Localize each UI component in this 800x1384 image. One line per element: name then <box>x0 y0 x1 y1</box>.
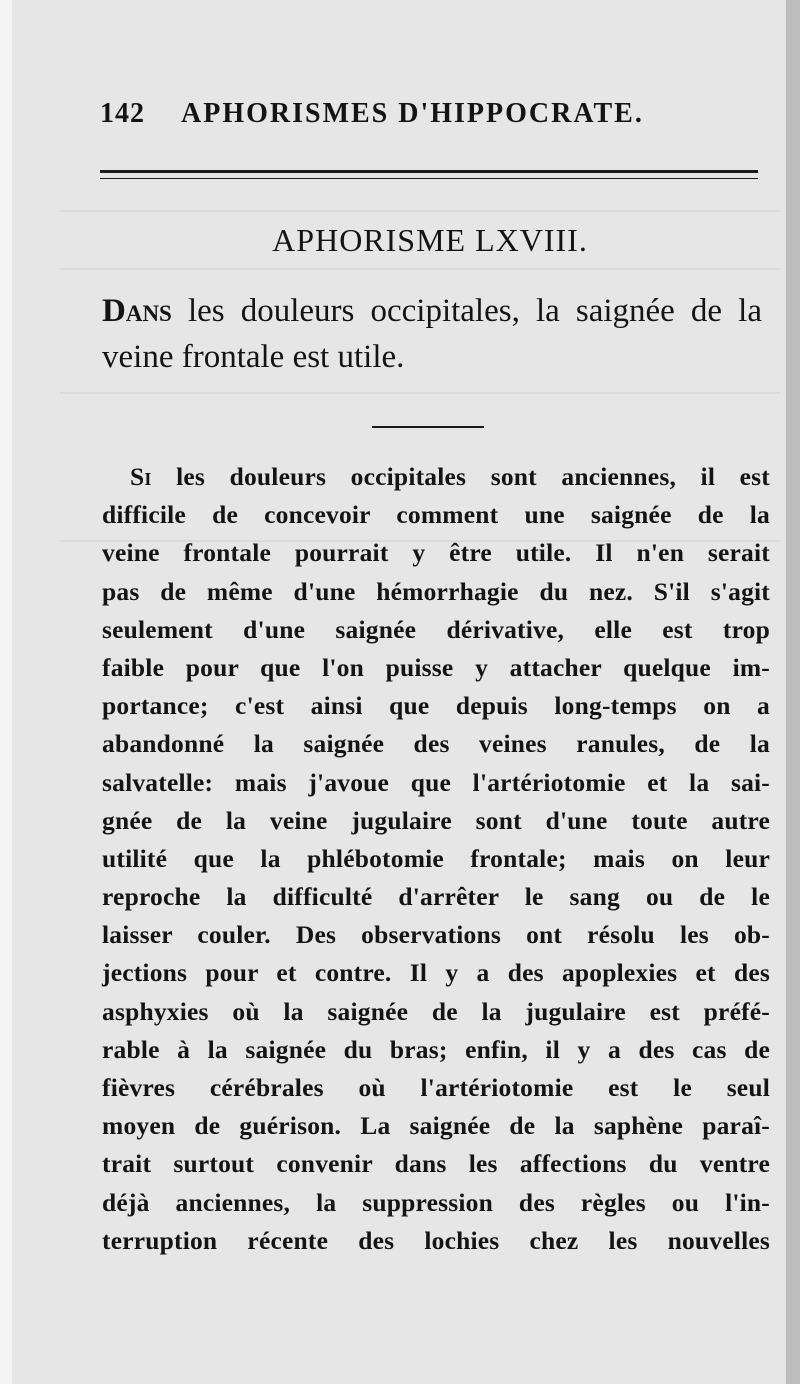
commentary-line <box>102 687 770 725</box>
aphorism-title: APHORISME LXVIII. <box>272 222 588 258</box>
section-divider <box>372 426 484 428</box>
commentary-line-text: abandonné la saignée des veines ranules, de la <box>102 729 770 759</box>
bleed-through-mark <box>60 210 780 212</box>
commentary-line-text: faible pour que l'on puisse y attacher quelque im- <box>102 652 770 682</box>
commentary-line <box>102 916 770 954</box>
aphorism-text <box>102 288 762 380</box>
commentary-line <box>102 1145 770 1183</box>
commentary-line-text: fièvres cérébrales où l'artériotomie est le seul <box>102 1073 770 1102</box>
commentary-line-text: asphyxies où la saignée de la jugulaire est préfé- <box>102 996 770 1026</box>
commentary-line-text: salvatelle: mais j'avoue que l'artériotomie et la sai- <box>102 767 770 797</box>
commentary-line <box>102 1184 770 1222</box>
commentary-line-text: déjà anciennes, la suppression des règles ou l'in- <box>102 1187 770 1217</box>
commentary-line-text: veine frontale pourrait y être utile. Il n'en serait <box>102 538 770 568</box>
aphorism-first-word: Dans <box>102 293 172 329</box>
commentary-line <box>102 878 770 916</box>
commentary-line-text: rable à la saignée du bras; enfin, il y a des cas de <box>102 1034 770 1064</box>
commentary-line-text: utilité que la phlébotomie frontale; mais on leur <box>102 843 770 873</box>
commentary-line <box>102 954 770 992</box>
commentary-line <box>102 611 770 649</box>
running-title: APHORISMES D'HIPPOCRATE. <box>181 98 644 129</box>
commentary-line <box>102 1069 770 1107</box>
commentary-line-text: moyen de guérison. La saignée de la saphène paraî- <box>102 1111 770 1141</box>
header-double-rule <box>100 170 758 179</box>
commentary-line-text: pas de même d'une hémorrhagie du nez. S'il s'agit <box>102 576 770 606</box>
page-left-margin <box>0 0 12 1384</box>
commentary-line-text: difficile de concevoir comment une saignée de la <box>102 500 770 530</box>
commentary-line <box>102 840 770 878</box>
commentary-paragraph <box>102 458 770 1260</box>
page-number: 142 <box>100 98 145 129</box>
commentary-first-word: Si <box>130 462 152 491</box>
commentary-line-text: laisser couler. Des observations ont résolu les ob- <box>102 920 770 950</box>
commentary-line <box>102 496 770 534</box>
commentary-line-text: seulement d'une saignée dérivative, elle est trop <box>102 614 770 644</box>
commentary-line <box>102 725 770 763</box>
commentary-line-text: reproche la difficulté d'arrêter le sang ou de le <box>102 882 770 912</box>
running-head <box>100 98 680 130</box>
commentary-line <box>102 573 770 611</box>
commentary-line-text: portance; c'est ainsi que depuis long-temps on a <box>102 691 770 721</box>
aphorism-body: les douleurs occipitales, la saignée de la veine frontale est utile. <box>102 293 762 375</box>
bleed-through-mark <box>60 392 780 394</box>
commentary-line <box>102 1031 770 1069</box>
commentary-line-text: les douleurs occipitales sont anciennes, il est <box>151 462 770 491</box>
commentary-line <box>102 993 770 1031</box>
commentary-line-text: gnée de la veine jugulaire sont d'une toute autre <box>102 805 770 835</box>
commentary-line <box>102 534 770 572</box>
bleed-through-mark <box>60 268 780 270</box>
commentary-line <box>102 764 770 802</box>
commentary-line-text: terruption récente des lochies chez les nouvelles <box>102 1225 770 1255</box>
page-right-shadow <box>786 0 800 1384</box>
commentary-line <box>102 649 770 687</box>
commentary-line-text: jections pour et contre. Il y a des apoplexies et des <box>102 958 770 988</box>
commentary-line <box>102 1107 770 1145</box>
commentary-line <box>102 458 770 496</box>
commentary-line <box>102 802 770 840</box>
commentary-line <box>102 1222 770 1260</box>
commentary-line-text: trait surtout convenir dans les affections du ventre <box>102 1149 770 1179</box>
